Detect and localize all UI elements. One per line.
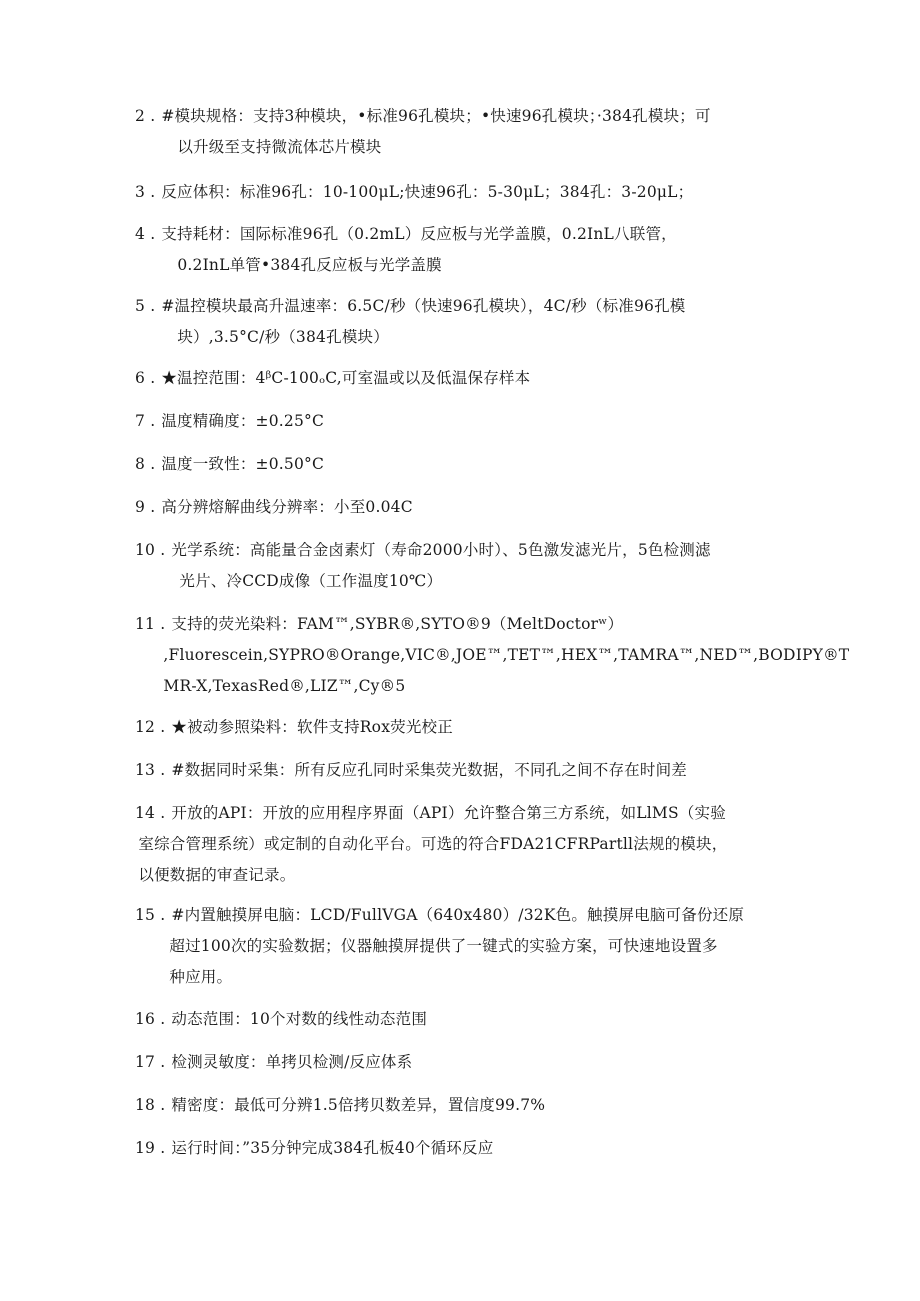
- item-text: [163, 609, 850, 702]
- spec-item-12: [135, 712, 785, 743]
- item-text: [161, 492, 785, 523]
- item-line: 动态范围：10个对数的线性动态范围: [171, 1010, 428, 1028]
- spec-item-5: [135, 291, 785, 353]
- spec-item-16: [135, 1004, 785, 1035]
- item-line: ,Fluorescein,SYPRO®Orange,VIC®,JOE™,TET™,HEX™,TAMRA™,NED™,BODIPY®T: [163, 646, 850, 664]
- item-text: [171, 535, 785, 597]
- spec-item-17: [135, 1047, 785, 1078]
- spec-item-19: [135, 1133, 785, 1164]
- item-text: [161, 219, 785, 281]
- item-text: [161, 291, 785, 353]
- item-line: 高分辨熔解曲线分辨率：小至0.04C: [161, 498, 413, 516]
- spec-item-7: [135, 406, 785, 437]
- item-text: [161, 101, 785, 163]
- item-line: 温度精确度：±0.25°C: [161, 412, 325, 430]
- item-number: 3 .: [135, 183, 156, 201]
- spec-item-11: [135, 609, 850, 702]
- item-line: 运行时间：”35分钟完成384孔板40个循环反应: [171, 1139, 494, 1157]
- item-number: 5 .: [135, 297, 156, 315]
- spec-item-9: [135, 492, 785, 523]
- item-line: 精密度：最低可分辨1.5倍拷贝数差异，置信度99.7%: [171, 1096, 546, 1114]
- item-line: 光片、冷CCD成像（工作温度10℃）: [179, 572, 443, 590]
- item-line: #内置触摸屏电脑：LCD/FullVGA（640x480）/32K色。触摸屏电脑可备份还原: [171, 906, 745, 924]
- item-text: [171, 755, 785, 786]
- item-text: [171, 900, 785, 993]
- item-line: 支持的荧光染料：FAM™,SYBR®,SYTO®9（MeltDoctorʷ）: [171, 615, 624, 633]
- item-line: #模块规格：支持3种模块，•标准96孔模块；•快速96孔模块；·384孔模块；可: [161, 107, 711, 125]
- item-number: 14 .: [135, 804, 166, 822]
- spec-item-13: [135, 755, 785, 786]
- item-line: 以便数据的审查记录。: [138, 866, 296, 884]
- spec-item-4: [135, 219, 785, 281]
- item-line: 开放的API：开放的应用程序界面（API）允许整合第三方系统，如LlMS（实验: [171, 804, 726, 822]
- item-number: 15 .: [135, 906, 166, 924]
- item-line: 温度一致性：±0.50°C: [161, 455, 325, 473]
- spec-item-14: [135, 798, 785, 891]
- spec-item-3: [135, 177, 785, 208]
- spec-item-8: [135, 449, 785, 480]
- item-number: 8 .: [135, 455, 156, 473]
- item-number: 12 .: [135, 718, 166, 736]
- item-line: #数据同时采集：所有反应孔同时采集荧光数据，不同孔之间不存在时间差: [171, 761, 687, 779]
- item-text: [171, 1004, 785, 1035]
- item-number: 6 .: [135, 369, 156, 387]
- item-line: 光学系统：高能量合金卤素灯（寿命2000小时）、5色激发滤光片，5色检测滤: [171, 541, 711, 559]
- spec-item-15: [135, 900, 785, 993]
- item-number: 4 .: [135, 225, 156, 243]
- item-line: 检测灵敏度：单拷贝检测/反应体系: [171, 1053, 413, 1071]
- item-text: [171, 1090, 785, 1121]
- item-line: #温控模块最高升温速率：6.5C/秒（快速96孔模块），4C/秒（标准96孔模: [161, 297, 686, 315]
- item-line: 超过100次的实验数据；仪器触摸屏提供了一键式的实验方案，可快速地设置多: [169, 937, 718, 955]
- item-line: MR-X,TexasRed®,LIZ™,Cy®5: [163, 677, 406, 695]
- spec-item-6: [135, 363, 785, 394]
- spec-item-10: [135, 535, 785, 597]
- item-text: [161, 177, 785, 208]
- item-number: 13 .: [135, 761, 166, 779]
- item-number: 16 .: [135, 1010, 166, 1028]
- item-text: [161, 406, 785, 437]
- spec-item-18: [135, 1090, 785, 1121]
- item-text: [161, 363, 785, 394]
- item-line: 以升级至支持微流体芯片模块: [177, 138, 382, 156]
- item-number: 9 .: [135, 498, 156, 516]
- item-text: [171, 1133, 785, 1164]
- item-number: 7 .: [135, 412, 156, 430]
- item-line: 支持耗材：国际标准96孔（0.2mL）反应板与光学盖膜，0.2InL八联管，: [161, 225, 677, 243]
- item-number: 2 .: [135, 107, 156, 125]
- item-line: 块）,3.5°C/秒（384孔模块）: [177, 328, 389, 346]
- item-number: 10 .: [135, 541, 166, 559]
- item-number: 17 .: [135, 1053, 166, 1071]
- item-text: [161, 449, 785, 480]
- item-line: 室综合管理系统）或定制的自动化平台。可选的符合FDA21CFRPartll法规的模块，: [138, 835, 728, 853]
- spec-item-2: [135, 101, 785, 163]
- item-line: 反应体积：标准96孔：10-100μL;快速96孔：5-30μL；384孔：3-20μL；: [161, 183, 694, 201]
- item-line: 种应用。: [169, 968, 233, 986]
- item-number: 18 .: [135, 1096, 166, 1114]
- item-text: [171, 1047, 785, 1078]
- item-text: [171, 712, 785, 743]
- item-line: ★被动参照染料：软件支持Rox荧光校正: [171, 718, 453, 736]
- item-number: 11 .: [135, 615, 166, 633]
- item-line: 0.2InL单管•384孔反应板与光学盖膜: [177, 256, 442, 274]
- item-number: 19 .: [135, 1139, 166, 1157]
- item-line: ★温控范围：4ᵝC-100ₒC,可室温或以及低温保存样本: [161, 369, 531, 387]
